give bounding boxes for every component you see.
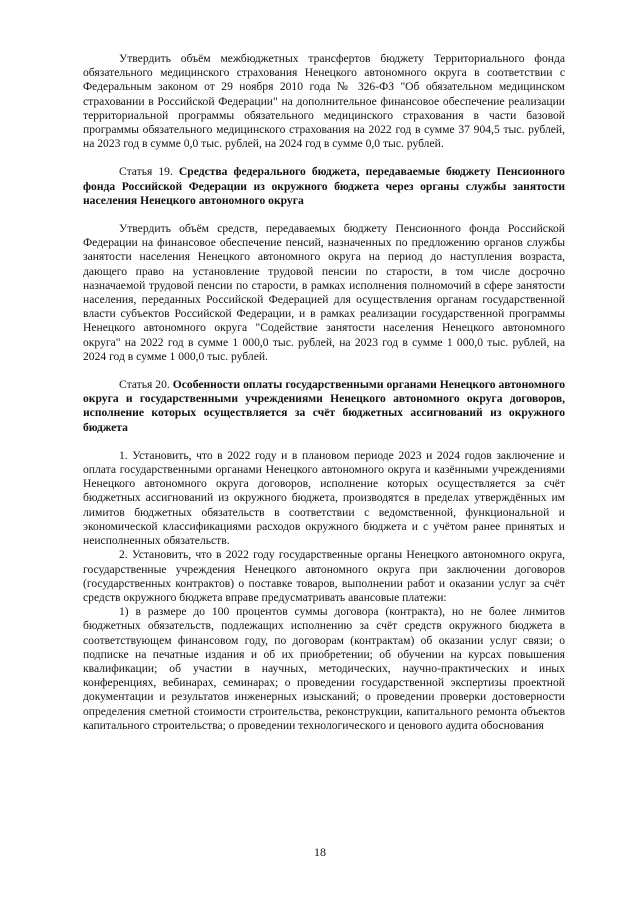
article-19-heading — [83, 165, 565, 208]
paragraph-item-2: 2. Установить, что в 2022 году государственные органы Ненецкого автономного округа, государственные учреждения Ненецкого автономного округа при заключении договоров (государственных контрактов) о поставке товаров, выполнении работ и оказании услуг за счёт средств окружного бюджета вправе предусматривать авансовые платежи: — [83, 548, 565, 604]
document-body — [83, 52, 565, 733]
page-number: 18 — [314, 845, 326, 859]
paragraph-pension-fund: Утвердить объём средств, передаваемых бюджету Пенсионного фонда Российской Федерации на финансовое обеспечение пенсий, назначенных по предложению органов службы занятости населения Ненецкого автономного округа на период до наступления возраста, дающего право на установление трудовой пенсии по старости, в том числе досрочно назначаемой трудовой пенсии по старости, в рамках исполнения полномочий в сфере занятости населения, переданных Российской Федерацией для осуществления органам государственной власти субъектов Российской Федерации, и в рамках реализации государственной программы Ненецкого автономного округа "Содействие занятости населения Ненецкого автономного округа" на 2022 год в сумме 1 000,0 тыс. рублей, на 2023 год в сумме 1 000,0 тыс. рублей, на 2024 год в сумме 1 000,0 тыс. рублей. — [83, 222, 565, 363]
article-19-number: Статья 19. — [119, 165, 173, 179]
paragraph-gap — [83, 364, 565, 378]
paragraph-subitem-1: 1) в размере до 100 процентов суммы договора (контракта), но не более лимитов бюджетных обязательств, подлежащих исполнению за счёт средств окружного бюджета в соответствующем финансовом году, по договорам (контрактам) об оказании услуг связи; о подписке на печатные издания и об их приобретении; об обучении на курсах повышения квалификации; об участии в научных, методических, научно-практических и иных конференциях, вебинарах, семинарах; о проведении государственной экспертизы проектной документации и результатов инженерных изысканий; о проведении проверки достоверности определения сметной стоимости строительства, реконструкции, капитального ремонта объектов капитального строительства; о проведении технологического и ценового аудита обоснования — [83, 605, 565, 732]
paragraph-item-1: 1. Установить, что в 2022 году и в плановом периоде 2023 и 2024 годов заключение и оплата государственными органами Ненецкого автономного округа и казёнными учреждениями Ненецкого автономного округа договоров, исполнение которых осуществляется за счёт бюджетных ассигнований из окружного бюджета, производятся в пределах утверждённых им лимитов бюджетных обязательств в соответствии с ведомственной, функциональной и экономической классификациями расходов окружного бюджета и с учётом ранее принятых и неисполненных обязательств. — [83, 448, 565, 548]
paragraph-gap — [83, 208, 565, 222]
article-20-heading — [83, 378, 565, 435]
article-20-number: Статья 20. — [119, 378, 170, 392]
paragraph-interbudget-transfers: Утвердить объём межбюджетных трансфертов бюджету Территориального фонда обязательного медицинского страхования Ненецкого автономного округа в соответствии с Федеральным законом от 29 ноября 2010 года № 326-ФЗ "Об обязательном медицинском страховании в Российской Федерации" на дополнительное финансовое обеспечение реализации территориальной программы обязательного медицинского страхования в части базовой программы обязательного медицинского страхования на 2022 год в сумме 37 904,5 тыс. рублей, на 2023 год в сумме 0,0 тыс. рублей, на 2024 год в сумме 0,0 тыс. рублей. — [83, 52, 565, 151]
paragraph-gap — [83, 435, 565, 449]
article-19-title: Средства федерального бюджета, передаваемые бюджету Пенсионного фонда Российской Федерации из окружного бюджета через органы службы занятости населения Ненецкого автономного округа — [83, 165, 565, 207]
paragraph-gap — [83, 151, 565, 165]
article-20-title: Особенности оплаты государственными органами Ненецкого автономного округа и государственными учреждениями Ненецкого автономного округа договоров, исполнение которых осуществляется за счёт бюджетных ассигнований из окружного бюджета — [83, 378, 566, 434]
